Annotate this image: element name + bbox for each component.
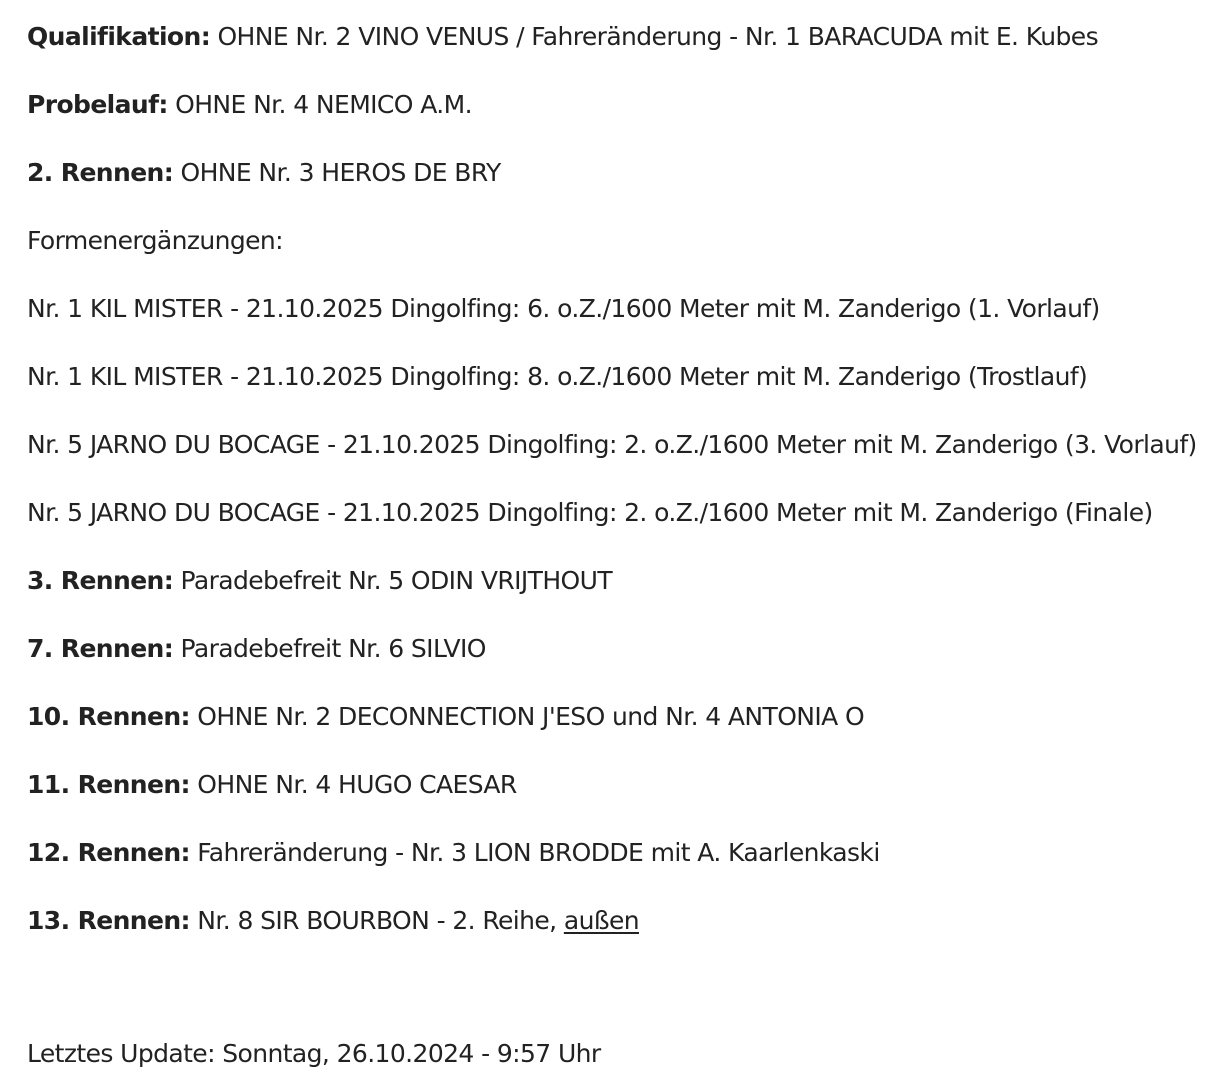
announcement-text: Nr. 8 SIR BOURBON - 2. Reihe, [189, 906, 564, 935]
announcement-text: Paradebefreit Nr. 5 ODIN VRIJTHOUT [173, 566, 612, 595]
announcement-text: Paradebefreit Nr. 6 SILVIO [173, 634, 486, 663]
announcement-label: 2. Rennen: [27, 158, 174, 187]
announcement-race-11 [27, 768, 1226, 802]
form-addition-entry [27, 292, 1226, 326]
announcement-text: OHNE Nr. 2 DECONNECTION J'ESO und Nr. 4 ANTONIA O [189, 702, 865, 731]
announcement-race-12 [27, 836, 1226, 870]
announcement-text: Nr. 5 JARNO DU BOCAGE - 21.10.2025 Dingolfing: 2. o.Z./1600 Meter mit M. Zanderigo (Finale) [27, 498, 1153, 527]
last-update-text: Letztes Update: Sonntag, 26.10.2024 - 9:57 Uhr [27, 1039, 601, 1068]
announcement-text: Nr. 1 KIL MISTER - 21.10.2025 Dingolfing: 6. o.Z./1600 Meter mit M. Zanderigo (1. Vorlauf) [27, 294, 1100, 323]
announcement-label: 13. Rennen: [27, 906, 190, 935]
announcement-text: Formenergänzungen: [27, 226, 283, 255]
announcement-list [27, 20, 1226, 972]
form-addition-entry [27, 496, 1226, 530]
announcement-text: Nr. 5 JARNO DU BOCAGE - 21.10.2025 Dingolfing: 2. o.Z./1600 Meter mit M. Zanderigo (3. Vorlauf) [27, 430, 1197, 459]
announcement-text: OHNE Nr. 4 NEMICO A.M. [167, 90, 472, 119]
announcement-label: Probelauf: [27, 90, 168, 119]
announcement-label: 10. Rennen: [27, 702, 190, 731]
announcement-text: OHNE Nr. 3 HEROS DE BRY [173, 158, 501, 187]
announcement-text: Fahreränderung - Nr. 3 LION BRODDE mit A. Kaarlenkaski [189, 838, 880, 867]
announcement-label: 7. Rennen: [27, 634, 174, 663]
form-addition-entry [27, 428, 1226, 462]
announcement-race-7 [27, 632, 1226, 666]
announcement-race-2 [27, 156, 1226, 190]
position-link[interactable]: außen [563, 906, 639, 935]
announcement-label: 3. Rennen: [27, 566, 174, 595]
announcement-qualifikation [27, 20, 1226, 54]
announcement-text: OHNE Nr. 2 VINO VENUS / Fahreränderung - Nr. 1 BARACUDA mit E. Kubes [210, 22, 1099, 51]
announcement-label: 12. Rennen: [27, 838, 190, 867]
announcement-label: Qualifikation: [27, 22, 211, 51]
announcement-race-13 [27, 904, 1226, 938]
announcement-text: OHNE Nr. 4 HUGO CAESAR [189, 770, 517, 799]
announcement-probelauf [27, 88, 1226, 122]
announcement-race-10 [27, 700, 1226, 734]
announcement-text: Nr. 1 KIL MISTER - 21.10.2025 Dingolfing: 8. o.Z./1600 Meter mit M. Zanderigo (Trostlauf) [27, 362, 1088, 391]
announcement-race-3 [27, 564, 1226, 598]
announcement-label: 11. Rennen: [27, 770, 190, 799]
form-addition-entry [27, 360, 1226, 394]
form-additions-heading [27, 224, 1226, 258]
